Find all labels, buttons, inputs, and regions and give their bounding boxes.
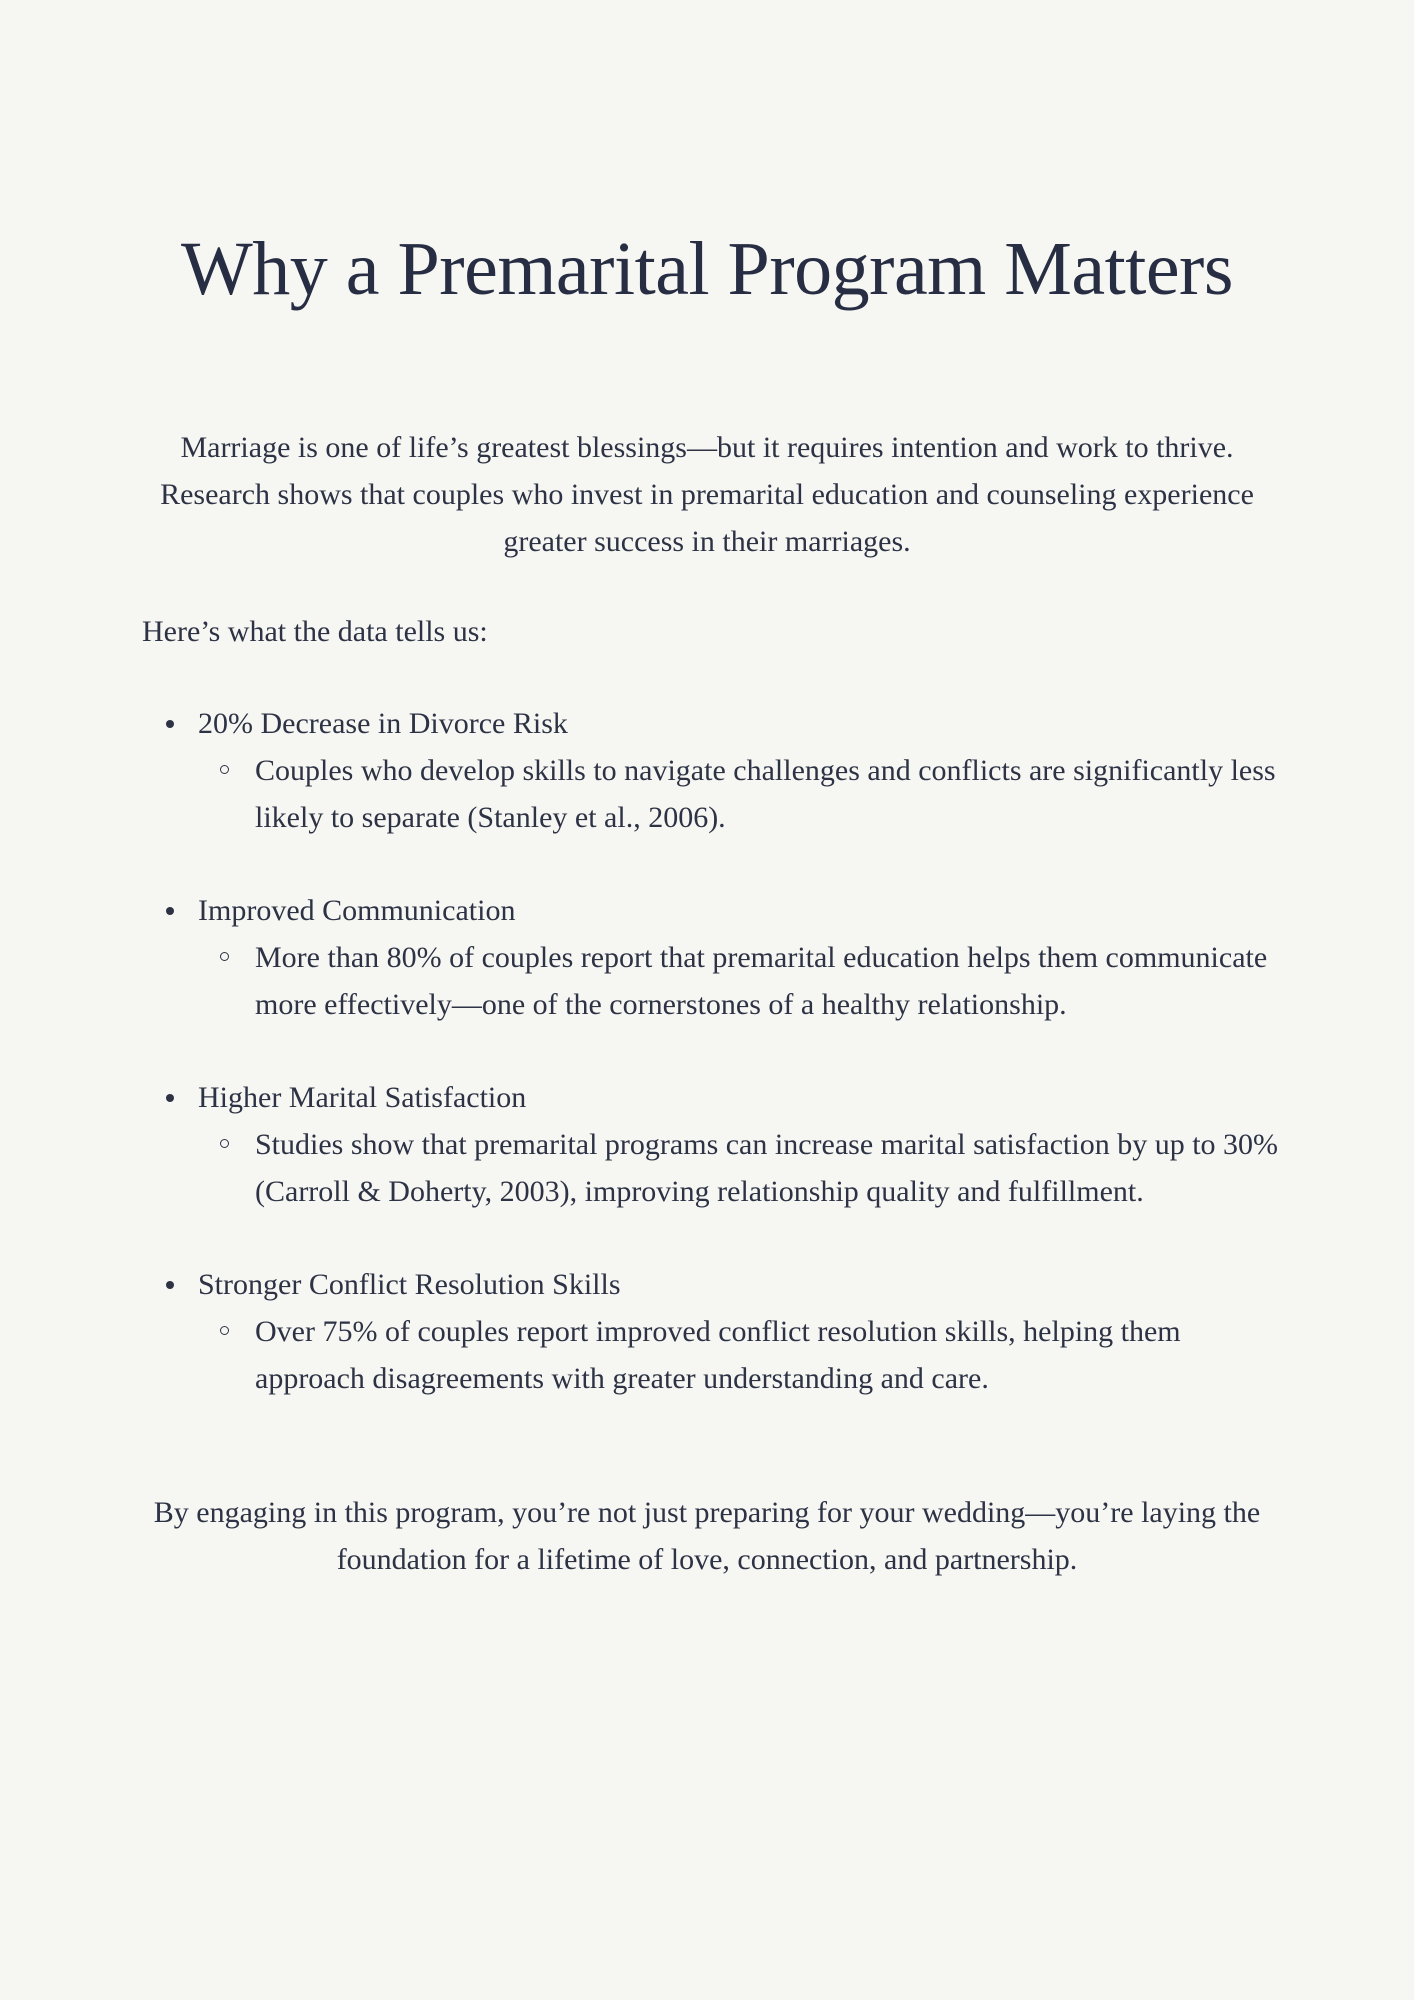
list-item-detail <box>198 1121 1292 1215</box>
list-item <box>142 887 1292 1028</box>
hollow-bullet-icon <box>220 1326 229 1335</box>
closing-paragraph: By engaging in this program, you’re not just preparing for your wedding—you’re laying the foundation for a lifetime of love, connection, and partnership. <box>153 1496 1261 1576</box>
list-item-detail <box>198 747 1292 841</box>
list-item-detail-text: More than 80% of couples report that premarital education helps them communicate more effectively—one of the cornerstones of a healthy relationship. <box>255 941 1268 1021</box>
list-item-detail-text: Studies show that premarital programs can increase marital satisfaction by up to 30% (Carroll & Doherty, 2003), improving relationship quality and fulfillment. <box>255 1128 1279 1208</box>
list-item-detail <box>198 934 1292 1028</box>
list-item-heading: Improved Communication <box>198 894 516 927</box>
hollow-bullet-icon <box>220 952 229 961</box>
hollow-bullet-icon <box>220 1139 229 1148</box>
bullet-icon <box>166 720 174 728</box>
list-item <box>142 1074 1292 1215</box>
benefits-list <box>142 700 1292 1448</box>
bullet-icon <box>166 907 174 915</box>
hollow-bullet-icon <box>220 765 229 774</box>
list-item-detail-text: Over 75% of couples report improved conflict resolution skills, helping them approach disagreements with greater understanding and care. <box>255 1315 1181 1395</box>
list-item-detail <box>198 1308 1292 1402</box>
bullet-icon <box>166 1094 174 1102</box>
list-item-heading: Higher Marital Satisfaction <box>198 1081 527 1114</box>
lead-text: Here’s what the data tells us: <box>142 615 488 648</box>
page-title: Why a Premarital Program Matters <box>181 227 1233 311</box>
list-item-heading: 20% Decrease in Divorce Risk <box>198 707 568 740</box>
list-item-detail-text: Couples who develop skills to navigate challenges and conflicts are significantly less likely to separate (Stanley et al., 2006). <box>255 754 1276 834</box>
intro-paragraph: Marriage is one of life’s greatest blessings—but it requires intention and work to thrive. Research shows that couples who invest in premarital education and counseling experience greater success in their marriages. <box>160 431 1254 558</box>
list-item-heading: Stronger Conflict Resolution Skills <box>198 1268 621 1301</box>
list-item <box>142 1261 1292 1402</box>
list-item <box>142 700 1292 841</box>
bullet-icon <box>166 1281 174 1289</box>
